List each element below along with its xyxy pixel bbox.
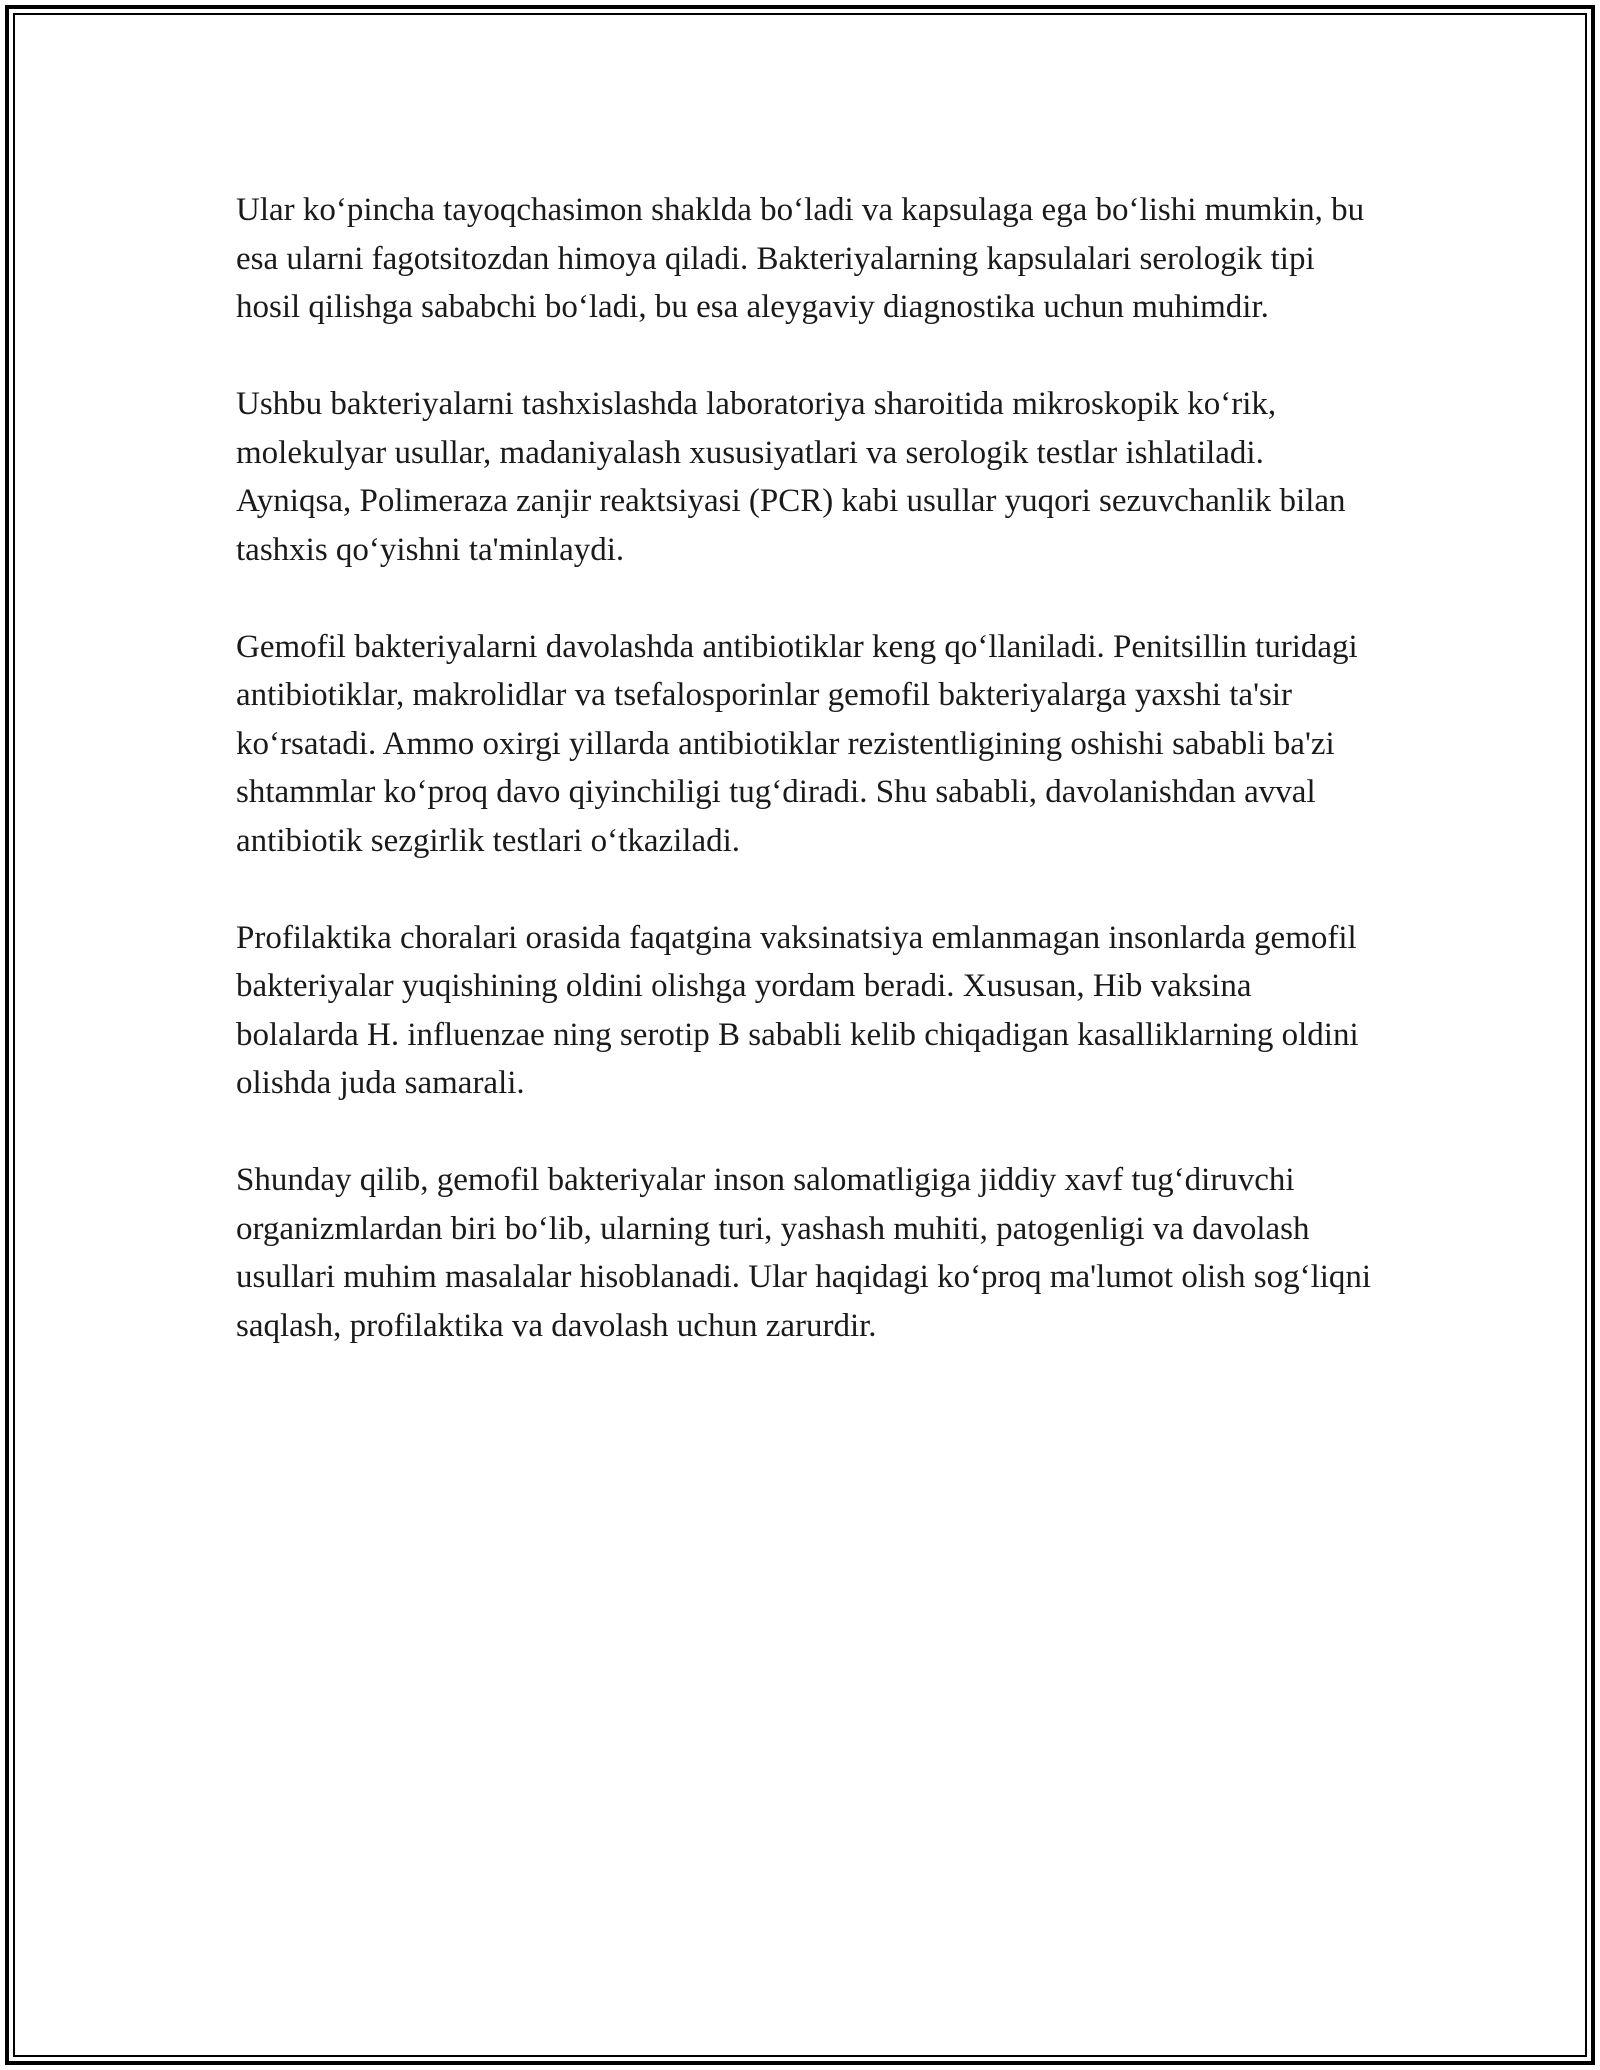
paragraph-prevention: Profilaktika choralari orasida faqatgina vaksinatsiya emlanmagan insonlarda gemofil bakteriyalar yuqishining oldini olishga yordam beradi. Xususan, Hib vaksina bolalarda H. influenzae ning serotip B sababli kelib chiqadigan kasalliklarning oldini olishda juda samarali. [236,919,1359,1101]
document-body [236,186,1376,1399]
paragraph-treatment: Gemofil bakteriyalarni davolashda antibiotiklar keng qo‘llaniladi. Penitsillin turidagi antibiotiklar, makrolidlar va tsefalosporinlar gemofil bakteriyalarga yaxshi ta'sir ko‘rsatadi. Ammo oxirgi yillarda antibiotiklar rezistentligining oshishi sababli ba'zi shtammlar ko‘proq davo qiyinchiligi tug‘diradi. Shu sababli, davolanishdan avval antibiotik sezgirlik testlari o‘tkaziladi. [236,628,1358,859]
paragraph-diagnosis: Ushbu bakteriyalarni tashxislashda laboratoriya sharoitida mikroskopik ko‘rik, molekulyar usullar, madaniyalash xususiyatlari va serologik testlar ishlatiladi. Ayniqsa, Polimeraza zanjir reaktsiyasi (PCR) kabi usullar yuqori sezuvchanlik bilan tashxis qo‘yishni ta'minlaydi. [236,386,1346,568]
paragraph-capsule: Ular ko‘pincha tayoqchasimon shaklda bo‘ladi va kapsulaga ega bo‘lishi mumkin, bu esa ularni fagotsitozdan himoya qiladi. Bakteriyalarning kapsulalari serologik tipi hosil qilishga sababchi bo‘ladi, bu esa aleygaviy diagnostika uchun muhimdir. [236,192,1365,325]
paragraph-conclusion: Shunday qilib, gemofil bakteriyalar inson salomatligiga jiddiy xavf tug‘diruvchi organizmlardan biri bo‘lib, ularning turi, yashash muhiti, patogenligi va davolash usullari muhim masalalar hisoblanadi. Ular haqidagi ko‘proq ma'lumot olish sog‘liqni saqlash, profilaktika va davolash uchun zarurdir. [236,1162,1372,1344]
